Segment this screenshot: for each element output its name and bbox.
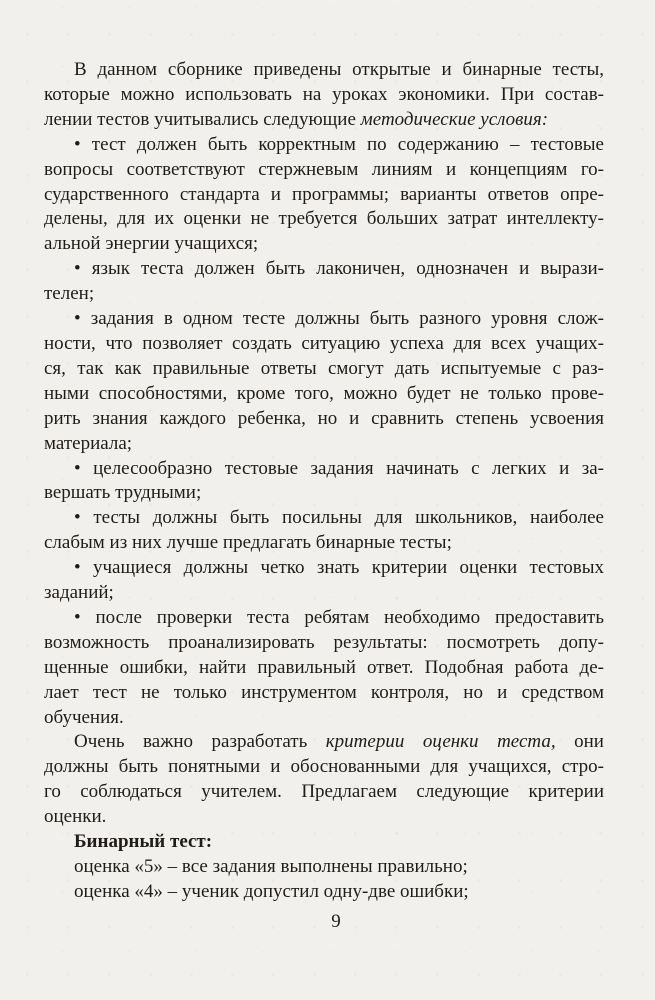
text-line (44, 656, 604, 681)
paragraph (44, 506, 604, 556)
text-line (44, 158, 604, 183)
page-number: 9 (331, 911, 341, 932)
text-line (44, 481, 604, 506)
text-line (44, 382, 604, 407)
text-run: обучения. (44, 706, 124, 728)
text-run: щенные ошибки, найти правильный ответ. Подобная работа де- (44, 656, 604, 678)
text-run: • тесты должны быть посильны для школьников, наиболее (74, 507, 604, 529)
paragraph (44, 606, 604, 731)
text-run: • после проверки теста ребятам необходимо предоставить (74, 606, 604, 628)
text-run: • учащиеся должны четко знать критерии оценки тестовых (74, 557, 604, 579)
paragraph (44, 855, 604, 880)
text-run: возможность проанализировать результаты: посмотреть допу- (44, 631, 604, 653)
text-line (44, 457, 604, 482)
italic-text-run: критерии оценки теста, (325, 731, 556, 753)
text-run: • целесообразно тестовые задания начинать с легких и за- (74, 457, 604, 479)
text-line (44, 133, 604, 158)
text-run: делены, для их оценки не требуется больших затрат интеллекту- (44, 208, 604, 230)
text-line (44, 631, 604, 656)
text-run: сударственного стандарта и программы; варианты ответов опре- (44, 183, 604, 205)
text-run: • задания в одном тесте должны быть разного уровня слож- (74, 308, 604, 330)
text-line (44, 83, 604, 108)
text-line (44, 755, 604, 780)
text-run: лении тестов учитывались следующие (44, 108, 361, 130)
text-line (44, 357, 604, 382)
text-run: они (555, 731, 604, 753)
text-line (44, 282, 604, 307)
paragraph (44, 58, 604, 133)
text-run: ности, что позволяет создать ситуацию успеха для всех учащих- (44, 332, 604, 354)
text-run: Очень важно разработать (74, 731, 326, 753)
text-run: должны быть понятными и обоснованными для учащихся, стро- (44, 756, 604, 778)
text-run: слабым из них лучше предлагать бинарные тесты; (44, 532, 452, 554)
text-run: оценка «4» – ученик допустил одну-две ошибки; (74, 880, 469, 902)
text-line (44, 805, 604, 830)
page-text (44, 58, 604, 905)
text-run: вершать трудными; (44, 482, 202, 504)
paragraph (44, 556, 604, 606)
text-run: альной энергии учащихся; (44, 233, 259, 255)
text-line (44, 407, 604, 432)
paragraph (44, 880, 604, 905)
text-run: оценка «5» – все задания выполнены правильно; (74, 856, 468, 877)
text-run: рить знания каждого ребенка, но и сравнить степень усвоения (44, 407, 604, 429)
paragraph (44, 307, 604, 456)
text-line (44, 730, 604, 755)
paragraph (44, 830, 604, 855)
text-run: лает тест не только инструментом контроля, но и средством (44, 681, 604, 703)
text-line (44, 830, 604, 855)
text-run: го соблюдаться учителем. Предлагаем следующие критерии (44, 781, 604, 803)
text-run: ся, так как правильные ответы смогут дать испытуемые с раз- (44, 357, 604, 379)
text-line (44, 556, 604, 581)
text-run: которые можно использовать на уроках экономики. При состав- (44, 83, 604, 105)
bold-text-run: Бинарный тест: (74, 831, 213, 853)
text-line (44, 681, 604, 706)
text-line (44, 855, 604, 880)
text-line (44, 257, 604, 282)
paragraph (44, 133, 604, 258)
text-line (44, 880, 604, 905)
paragraph (44, 730, 604, 830)
italic-text-run: методические условия: (360, 108, 549, 130)
text-run: • тест должен быть корректным по содержанию – тестовые (74, 133, 604, 155)
text-line (44, 232, 604, 257)
paragraph (44, 257, 604, 307)
text-run: заданий; (44, 582, 114, 604)
text-run: • язык теста должен быть лаконичен, однозначен и вырази- (74, 258, 604, 280)
text-run: В данном сборнике приведены открытые и бинарные тесты, (74, 59, 604, 80)
text-line (44, 581, 604, 606)
text-line (44, 183, 604, 208)
text-run: оценки. (44, 806, 107, 828)
text-line (44, 432, 604, 457)
text-line (44, 506, 604, 531)
text-run: материала; (44, 432, 133, 454)
text-run: телен; (44, 283, 95, 305)
text-run: вопросы соответствуют стержневым линиям и концепциям го- (44, 158, 604, 180)
text-line (44, 108, 604, 133)
text-line (44, 706, 604, 731)
paragraph (44, 457, 604, 507)
text-line (44, 531, 604, 556)
text-run: ными способностями, кроме того, можно будет не только прове- (44, 382, 604, 404)
text-line (44, 207, 604, 232)
text-line (44, 58, 604, 83)
text-line (44, 307, 604, 332)
text-line (44, 332, 604, 357)
text-line (44, 606, 604, 631)
text-line (44, 780, 604, 805)
